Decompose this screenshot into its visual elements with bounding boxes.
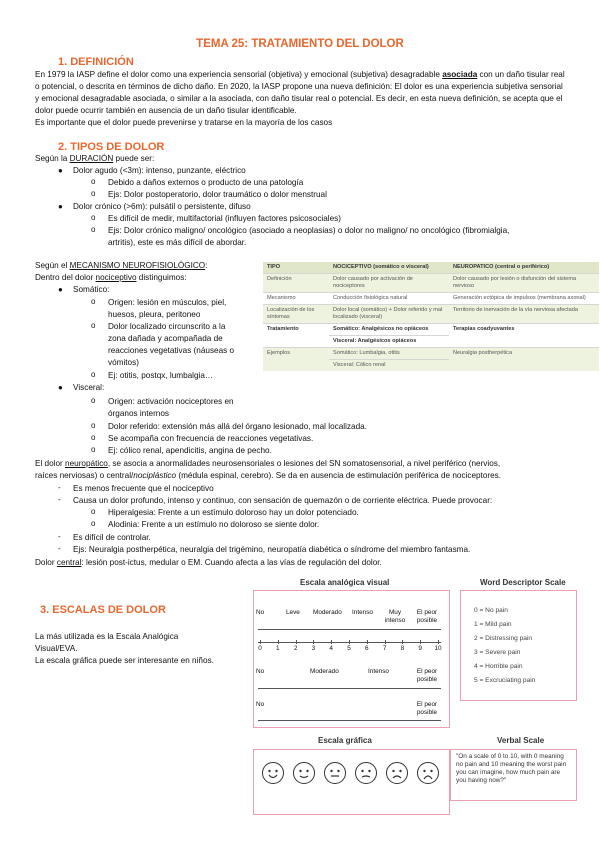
eva-number: 4 — [329, 645, 333, 652]
verbal-scale-text: "On a scale of 0 to 10, with 0 meaning no pain and 10 meaning the worst pain you can imagine, how much pain are you having now?" — [456, 753, 567, 784]
eva-label: Intenso — [368, 668, 389, 675]
acute-pain-cause: Debido a daños externos o producto de una patología — [108, 178, 304, 187]
bullet-circle: o — [91, 321, 96, 330]
eva-tick — [260, 640, 261, 644]
visceral-origin: Origen: activación nociceptores en — [108, 397, 234, 406]
eva-number: 9 — [418, 645, 422, 652]
section-heading-definicion: 1. DEFINICIÓN — [58, 56, 134, 68]
somatic-localized-cont: zona dañada y acompañada de — [108, 334, 223, 343]
bullet-circle: o — [91, 370, 96, 379]
eva-label: Moderado — [313, 609, 342, 616]
neuropathic-control: Es difícil de controlar. — [73, 533, 151, 542]
central-pain: Dolor central: lesión post-ictus, medular o EM. Cuando afecta a las vías de regulación del dolor. — [35, 558, 382, 567]
table-row — [263, 274, 599, 293]
bullet-dash: - — [58, 483, 61, 492]
table-cell: Dolor local (somático) + Dolor referido y mal localizado (visceral) — [329, 305, 449, 324]
eva-label: Moderado — [310, 668, 339, 675]
table-row — [263, 336, 599, 348]
section-heading-tipos: 2. TIPOS DE DOLOR — [58, 141, 165, 153]
somatic-item: Somático: — [73, 285, 110, 294]
chronic-pain-item: Dolor crónico (>6m): pulsátil o persistente, difuso — [73, 202, 251, 211]
eva-tick — [296, 640, 297, 644]
neuropathic-description: Causa un dolor profundo, intenso y continuo, con sensación de quemazón o de corriente eléctrica. Puede provocar: — [73, 496, 493, 505]
table-cell: Somático: Analgésicos no opiáceos — [329, 324, 449, 336]
pain-types-table — [263, 262, 599, 371]
wds-item: 4 = Horrible pain — [474, 663, 523, 670]
eva-number: 1 — [276, 645, 280, 652]
table-cell: Visceral: Cólico renal — [329, 360, 449, 372]
wds-item: 2 = Distressing pain — [474, 635, 533, 642]
scales-text: Visual/EVA. — [35, 644, 78, 653]
table-cell: Ejemplos — [263, 348, 329, 360]
eva-number: 2 — [293, 645, 298, 652]
pain-face-icon — [293, 762, 315, 784]
bullet-dot: ● — [58, 285, 63, 294]
table-cell: Neuralgia postherpética — [449, 348, 599, 360]
table-cell: Visceral: Analgésicos opiáceos — [329, 336, 449, 348]
eva-tick — [278, 640, 279, 644]
pain-face-icon — [262, 762, 284, 784]
table-cell — [449, 360, 599, 372]
table-row — [263, 324, 599, 336]
somatic-localized: Dolor localizado circunscrito a la — [108, 322, 226, 331]
bullet-dash: - — [58, 532, 61, 541]
eva-label: No — [256, 609, 265, 616]
definition-note: Es importante que el dolor puede prevenirse y tratarse en la mayoría de los casos — [35, 118, 333, 127]
table-header-cell: NEUROPATICO (central o periférico) — [449, 262, 599, 274]
table-row — [263, 305, 599, 324]
eva-line — [258, 720, 441, 721]
eva-label: No — [256, 701, 265, 708]
bullet-circle: o — [91, 396, 96, 405]
somatic-origin: Origen: lesión en músculos, piel, — [108, 298, 227, 307]
bullet-circle: o — [91, 519, 96, 528]
eva-label: No — [256, 668, 265, 675]
verbal-scale-title: Verbal Scale — [497, 736, 545, 745]
eva-label: El peor posible — [416, 668, 438, 683]
bullet-circle: o — [91, 297, 96, 306]
visceral-vegetative: Se acompaña con frecuencia de reacciones vegetativas. — [108, 434, 314, 443]
wds-title: Word Descriptor Scale — [480, 578, 566, 587]
eva-number: 7 — [382, 645, 387, 652]
table-cell: Somático: Lumbalgia, otitis — [329, 348, 449, 360]
hyperalgesia-item: Hiperalgesia: Frente a un estímulo doloroso hay un dolor potenciado. — [108, 508, 359, 517]
table-header-cell: NOCICEPTIVO (somático o visceral) — [329, 262, 449, 274]
scales-text: La escala gráfica puede ser interesante en niños. — [35, 656, 214, 665]
wds-item: 0 = No pain — [474, 607, 508, 614]
eva-number: 3 — [311, 645, 316, 652]
pain-face-icon — [386, 762, 408, 784]
section-heading-escalas: 3. ESCALAS DE DOLOR — [40, 604, 166, 616]
pain-face-icon — [324, 762, 346, 784]
somatic-origin-cont: huesos, pleura, peritoneo — [108, 310, 201, 319]
eva-tick — [402, 640, 403, 644]
wds-item: 1 = Mild pain — [474, 621, 512, 628]
pain-face-icon — [355, 762, 377, 784]
acute-pain-item: Dolor agudo (<3m): intenso, punzante, eléctrico — [73, 166, 246, 175]
neuropathic-intro-cont: raíces nerviosas) o central/nociplástico (médula espinal, cerebro). Se da en ausencia de estimulación periférica de nociceptores. — [35, 471, 502, 480]
neuropathic-examples: Ejs: Neuralgia postherpética, neuralgia del trigémino, neuropatía diabética o síndrome del miembro fantasma. — [73, 545, 471, 554]
eva-number: 6 — [365, 645, 369, 652]
somatic-localized-cont: reacciones vegetativas (náuseas o — [108, 346, 235, 355]
eva-label: El peor posible — [416, 609, 438, 624]
definition-paragraph: En 1979 la IASP define el dolor como una experiencia sensorial (objetiva) y emocional (subjetiva) desagradable asociada con un daño tisular real o potencial, o descrita en términos de dicho daño. En 2020, la IASP propone una nueva definición: El dolor es una experiencia subjetiva sensorial y emocional desagradable asociada, o similar a la asociada, con daño tisular real o potencial. Es decir, en esta nueva definición, se acepta que el dolor puede ocurrir también en ausencia de un daño tisular identificable. — [35, 70, 565, 115]
neuropathic-frequency: Es menos frecuente que el nociceptivo — [73, 484, 214, 493]
visceral-origin-cont: órganos internos — [108, 409, 169, 418]
bullet-dot: ● — [58, 166, 63, 175]
eva-tick — [313, 640, 314, 644]
visceral-item: Visceral: — [73, 383, 105, 392]
somatic-examples: Ej: otitis, postqx, lumbalgia… — [108, 371, 214, 380]
bullet-dash: - — [58, 495, 61, 504]
table-cell: Tratamiento — [263, 324, 329, 336]
graphic-scale-title: Escala gráfica — [318, 736, 372, 745]
table-cell — [263, 360, 329, 372]
scales-text: La más utilizada es la Escala Analógica — [35, 632, 179, 641]
wds-item: 5 = Excruciating pain — [474, 677, 536, 684]
eva-tick — [385, 640, 386, 644]
table-cell — [449, 336, 599, 348]
eva-tick — [349, 640, 350, 644]
nociceptive-intro: Dentro del dolor nociceptivo distinguimos: — [35, 273, 187, 282]
table-cell: Terapias coadyuvantes — [449, 324, 599, 336]
table-cell: Dolor causado por lesión o disfunción del sistema nervioso — [449, 274, 599, 293]
bullet-circle: o — [91, 189, 96, 198]
eva-line — [258, 688, 441, 689]
bullet-dot: ● — [58, 202, 63, 211]
eva-label: Leve — [286, 609, 300, 616]
table-row — [263, 293, 599, 305]
table-cell: Localización de los síntomas — [263, 305, 329, 324]
bullet-circle: o — [91, 507, 96, 516]
table-cell — [263, 336, 329, 348]
eva-label: Intenso — [352, 609, 373, 616]
wds-item: 3 = Severe pain — [474, 649, 521, 656]
table-cell: Generación ectópica de impulsos (membrana axonal) — [449, 293, 599, 305]
eva-label: Muy intenso — [384, 609, 406, 624]
visceral-examples: Ej: cólico renal, apendicitis, angina de pecho. — [108, 446, 272, 455]
table-cell: Definición — [263, 274, 329, 293]
eva-tick — [438, 640, 439, 644]
eva-tick — [331, 640, 332, 644]
eva-number: 10 — [434, 645, 442, 652]
eva-tick — [420, 640, 421, 644]
eva-line — [258, 629, 441, 630]
bullet-dot: ● — [58, 383, 63, 392]
mechanism-intro: Según el MECANISMO NEUROFISIOLÓGICO: — [35, 261, 208, 270]
eva-title: Escala analógica visual — [300, 578, 390, 587]
somatic-localized-cont: vómitos) — [108, 358, 139, 367]
bullet-circle: o — [91, 421, 96, 430]
eva-number: 8 — [400, 645, 405, 652]
table-header-row — [263, 262, 599, 274]
bullet-circle: o — [91, 225, 96, 234]
bullet-circle: o — [91, 213, 96, 222]
bullet-dash: - — [58, 544, 61, 553]
acute-pain-examples: Ejs: Dolor postoperatorio, dolor traumático o dolor menstrual — [108, 190, 327, 199]
neuropathic-intro: El dolor neuropático, se asocia a anormalidades neurosensoriales o lesiones del SN somatosensorial, a nivel periférico (nervios, — [35, 459, 501, 468]
chronic-pain-measure: Es difícil de medir, multifactorial (influyen factores psicosociales) — [108, 214, 341, 223]
table-row — [263, 348, 599, 360]
chronic-pain-examples-cont: artritis), este es más difícil de abordar. — [108, 238, 247, 247]
duration-intro: Según la DURACIÓN puede ser: — [35, 154, 155, 163]
table-cell: Territorio de inervación de la vía nerviosa afectada — [449, 305, 599, 324]
bullet-circle: o — [91, 433, 96, 442]
allodynia-item: Alodinia: Frente a un estímulo no doloroso se siente dolor. — [108, 520, 320, 529]
eva-number: 5 — [347, 645, 351, 652]
table-cell: Mecanismo — [263, 293, 329, 305]
visceral-referred: Dolor referido: extensión más allá del órgano lesionado, mal localizada. — [108, 422, 367, 431]
table-cell: Conducción fisiológica natural — [329, 293, 449, 305]
pain-face-icon — [417, 762, 439, 784]
eva-number: 0 — [258, 645, 262, 652]
table-row — [263, 360, 599, 372]
table-header-cell: TIPO — [263, 262, 329, 274]
eva-tick — [367, 640, 368, 644]
table-cell: Dolor causado por activación de nociceptores — [329, 274, 449, 293]
bullet-circle: o — [91, 177, 96, 186]
eva-label: El peor posible — [416, 701, 438, 716]
chronic-pain-examples: Ejs: Dolor crónico maligno/ oncológico (asociado a neoplasias) o dolor no maligno/ no oncológico (fibromialgia, — [108, 226, 510, 235]
bullet-circle: o — [91, 445, 96, 454]
page-title: TEMA 25: TRATAMIENTO DEL DOLOR — [196, 38, 404, 50]
